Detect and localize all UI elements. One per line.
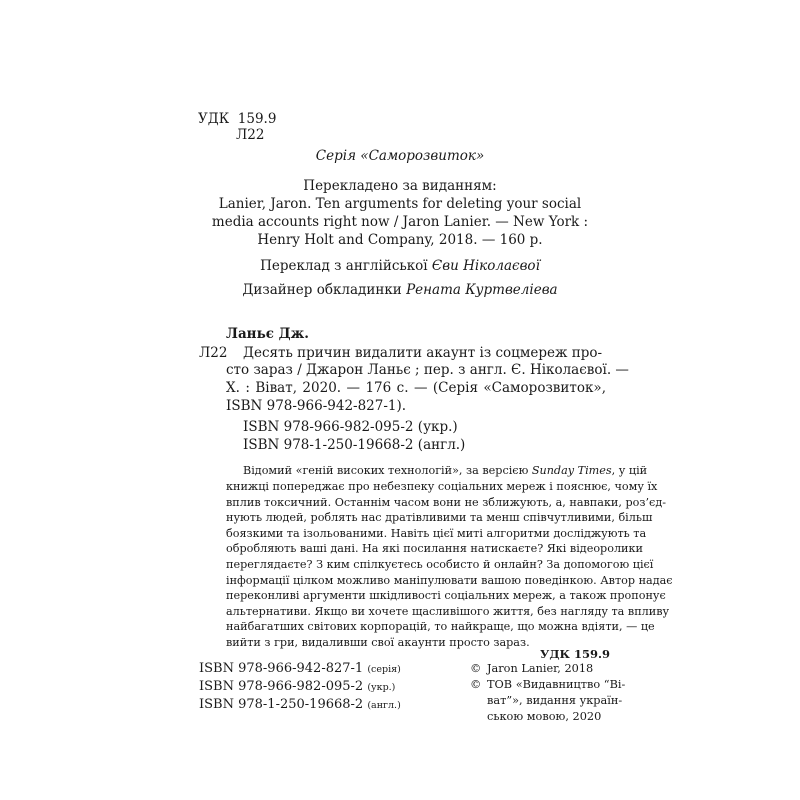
- isbn-note: (укр.): [367, 682, 396, 693]
- catalog-line: сто зараз / Джарон Ланьє ; пер. з англ. Є. Ніколаєвої. —: [226, 362, 629, 378]
- designer-name: Рената Куртвеліева: [406, 282, 558, 298]
- series-line: Серія «Саморозвиток»: [315, 148, 485, 164]
- isbn-number: ISBN 978-1-250-19668-2: [199, 697, 364, 712]
- isbn-note: (серія): [367, 664, 401, 675]
- annotation-line: книжці попереджає про небезпеку соціальних мереж і пояснює, чому їх: [226, 480, 658, 493]
- original-edition-line: Henry Holt and Company, 2018. — 160 p.: [257, 232, 543, 248]
- copyright-line: Jaron Lanier, 2018: [487, 662, 594, 675]
- isbn-entry: [199, 661, 401, 676]
- original-edition-line: media accounts right now / Jaron Lanier. — New York :: [211, 214, 589, 230]
- catalog-line: Х. : Віват, 2020. — 176 с. — (Серія «Саморозвиток»,: [226, 380, 606, 396]
- annotation-line: нують людей, роблять нас дратівливими та менш співчутливими, більш: [226, 511, 653, 525]
- copyright-line: ТОВ «Видавництво “Ві-: [487, 678, 626, 691]
- copyright-icon: ©: [470, 662, 482, 675]
- original-edition-line: Lanier, Jaron. Ten arguments for deleting your social: [218, 196, 582, 212]
- annotation-source: Sunday Times: [531, 464, 612, 477]
- annotation-line: переконливі аргументи шкідливості соціальних мереж, а також пропонує: [226, 589, 666, 603]
- annotation-line: вийти з гри, видаливши свої акаунти просто зараз.: [226, 636, 530, 649]
- translator-name: Єви Ніколаєвої: [431, 258, 540, 274]
- isbn-number: ISBN 978-966-982-095-2: [199, 679, 364, 694]
- annotation-udk: УДК 159.9: [540, 647, 611, 661]
- annotation-line: боязкими та ізольованими. Навіть цієї миті алгоритми досліджують та: [226, 526, 647, 540]
- annotation-text: Відомий «геній високих технологій», за версією: [243, 464, 532, 477]
- catalog-author: Ланьє Дж.: [226, 326, 309, 342]
- catalog-line: ISBN 978-966-942-827-1).: [226, 398, 407, 414]
- translator-prefix: Переклад з англійської: [260, 258, 428, 274]
- annotation-line: обробляють ваші дані. На які посилання натискаєте? Які відеоролики: [226, 542, 643, 556]
- annotation-line: вплив токсичний. Останнім часом вони не зближують, а, навпаки, роз’єд-: [226, 495, 666, 509]
- designer-prefix: Дизайнер обкладинки: [242, 282, 402, 298]
- translated-from-heading: Перекладено за виданням:: [303, 178, 497, 194]
- catalog-isbn: ISBN 978-966-982-095-2 (укр.): [243, 419, 458, 435]
- cover-designer-line: [180, 282, 620, 298]
- isbn-entry: [199, 697, 401, 712]
- copyright-line: ською мовою, 2020: [487, 710, 602, 723]
- isbn-note: (англ.): [367, 700, 401, 711]
- isbn-entry: [199, 679, 395, 694]
- catalog-line-text: Десять причин видалити акаунт із соцмереж про-: [243, 345, 603, 361]
- annotation-text: , у цій: [611, 464, 648, 477]
- annotation-line: найбагатших світових корпорацій, то найкраще, що можна вдіяти, — це: [226, 620, 655, 634]
- translator-line: [180, 258, 620, 274]
- annotation-line: [243, 464, 648, 477]
- isbn-number: ISBN 978-966-942-827-1: [199, 661, 364, 676]
- udk-header: [198, 111, 276, 127]
- annotation-line: альтернативи. Якщо ви хочете щасливішого життя, без нагляду та впливу: [226, 604, 670, 618]
- udk-label: УДК: [198, 111, 230, 127]
- catalog-line: [243, 345, 605, 361]
- annotation-line: переглядаєте? З ким спілкуєтесь особисто й онлайн? За допомогою цієї: [226, 558, 654, 571]
- udk-code: 159.9: [237, 111, 277, 127]
- catalog-isbn: ISBN 978-1-250-19668-2 (англ.): [243, 437, 466, 453]
- copyright-line: ват”», видання україн-: [487, 694, 623, 707]
- udk-author-mark: Л22: [236, 127, 265, 143]
- annotation-line: інформації цілком можливо маніпулювати вашою поведінкою. Автор надає: [226, 573, 673, 587]
- copyright-icon: ©: [470, 678, 482, 691]
- catalog-mark: Л22: [199, 345, 228, 361]
